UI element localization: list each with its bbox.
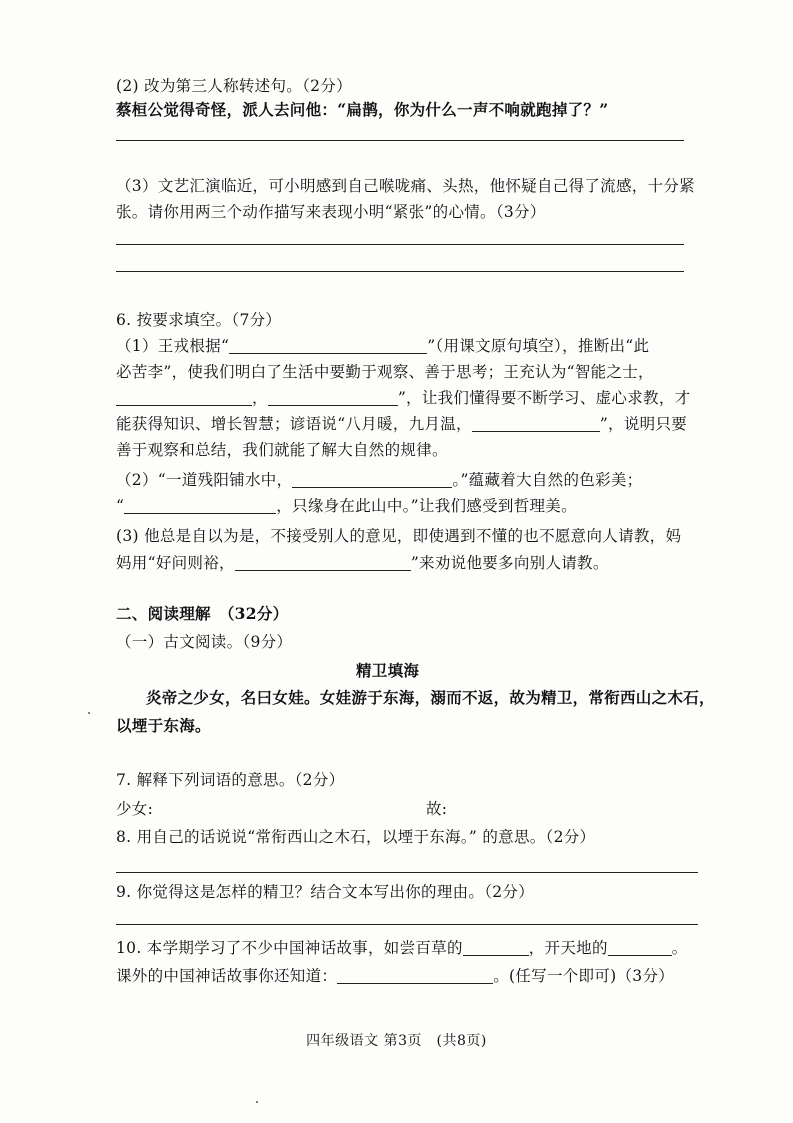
q6-heading: 6. 按要求填空。（7分） — [116, 311, 282, 329]
q6-line7-start: “ — [116, 497, 125, 515]
answer-line[interactable] — [116, 872, 698, 873]
q5-part3-line2: 张。请你用两三个动作描写来表现小明“紧张”的心情。（3分） — [116, 203, 546, 221]
answer-line[interactable] — [116, 924, 698, 925]
q6-line1-start: （1）王戎根据“ — [116, 337, 230, 355]
fill-blank[interactable] — [472, 415, 600, 432]
fill-blank[interactable] — [463, 939, 529, 956]
answer-line[interactable] — [116, 271, 684, 272]
q10-line2-start: 课外的中国神话故事你还知道： — [116, 967, 338, 985]
q7-heading: 7. 解释下列词语的意思。（2分） — [116, 771, 345, 789]
q10-line2-end: 。(任写一个即可)（3分） — [493, 967, 675, 985]
q5-part3-line1: （3）文艺汇演临近，可小明感到自己喉咙痛、头热，他怀疑自己得了流感，十分紧 — [116, 177, 695, 195]
q6-line3 — [116, 388, 690, 408]
fill-blank[interactable] — [608, 939, 672, 956]
fill-blank[interactable] — [124, 497, 276, 514]
q5-part2-sentence: 蔡桓公觉得奇怪，派人去问他：“扁鹊，你为什么一声不响就跑掉了？” — [116, 100, 609, 119]
passage-title: 精卫填海 — [356, 661, 420, 680]
section2-heading: 二、阅读理解 （32分） — [116, 604, 289, 623]
scan-speck — [256, 1101, 258, 1103]
q10-line1-start: 10. 本学期学习了不少中国神话故事，如尝百草的 — [116, 939, 463, 957]
q6-line1 — [116, 336, 649, 356]
scan-speck — [88, 712, 90, 714]
q6-line8: (3) 他总是自以为是，不接受别人的意见，即使遇到不懂的也不愿意向人请教，妈 — [116, 527, 682, 545]
q6-line2: 必苦李”，使我们明白了生活中要勤于观察、善于思考；王充认为“智能之士， — [116, 363, 654, 381]
fill-blank[interactable] — [116, 389, 252, 406]
q6-line4-start: 能获得知识、增长智慧；谚语说“八月暖，九月温， — [116, 415, 472, 433]
q6-line6 — [116, 470, 642, 490]
q6-line3-comma: ， — [252, 389, 268, 407]
answer-line[interactable] — [116, 244, 684, 245]
q6-line6-end: 。”蕴藏着大自然的色彩美； — [452, 471, 643, 489]
q6-line4 — [116, 414, 687, 434]
q10-line1-end: 。 — [671, 939, 688, 957]
fill-blank[interactable] — [292, 471, 452, 488]
q6-line5: 善于观察和总结，我们就能了解大自然的规律。 — [116, 441, 448, 459]
q6-line3-end: ”，让我们懂得要不断学习、虚心求教，才 — [397, 389, 691, 407]
q6-line6-start: （2）“一道残阳铺水中， — [116, 471, 293, 489]
q9-text: 9. 你觉得这是怎样的精卫？结合文本写出你的理由。（2分） — [116, 883, 535, 901]
q6-line9 — [116, 553, 609, 573]
fill-blank[interactable] — [235, 554, 411, 571]
answer-line[interactable] — [116, 140, 684, 141]
q6-line4-end: ”，说明只要 — [599, 415, 688, 433]
q5-part2-heading: (2) 改为第三人称转述句。（2分） — [116, 77, 352, 95]
q6-line1-end: ”（用课文原句填空），推断出“此 — [427, 337, 650, 355]
q6-line7 — [116, 496, 577, 516]
passage-line1: 炎帝之少女，名曰女娃。女娃游于东海，溺而不返，故为精卫，常衔西山之木石， — [146, 688, 715, 707]
fill-blank[interactable] — [337, 967, 493, 984]
q6-line9-start: 妈用“好问则裕， — [116, 554, 235, 572]
q10-line2 — [116, 966, 674, 986]
q6-line9-end: ”来劝说他要多向别人请教。 — [410, 554, 609, 572]
fill-blank[interactable] — [229, 337, 427, 354]
page-footer: 四年级语文 第3页 (共8页) — [306, 1033, 487, 1049]
q7-word1: 少女: — [116, 800, 154, 818]
fill-blank[interactable] — [268, 389, 398, 406]
section2-subheading: （一）古文阅读。（9分） — [116, 633, 293, 651]
q6-line7-end: ，只缘身在此山中。”让我们感受到哲理美。 — [276, 497, 577, 515]
q7-word2: 故: — [426, 800, 448, 818]
q10-line1-mid: ，开天地的 — [528, 939, 608, 957]
q8-text: 8. 用自己的话说说“常衔西山之木石，以堙于东海。” 的意思。（2分） — [116, 828, 596, 846]
q10-line1 — [116, 938, 688, 958]
passage-line2: 以堙于东海。 — [116, 716, 211, 735]
